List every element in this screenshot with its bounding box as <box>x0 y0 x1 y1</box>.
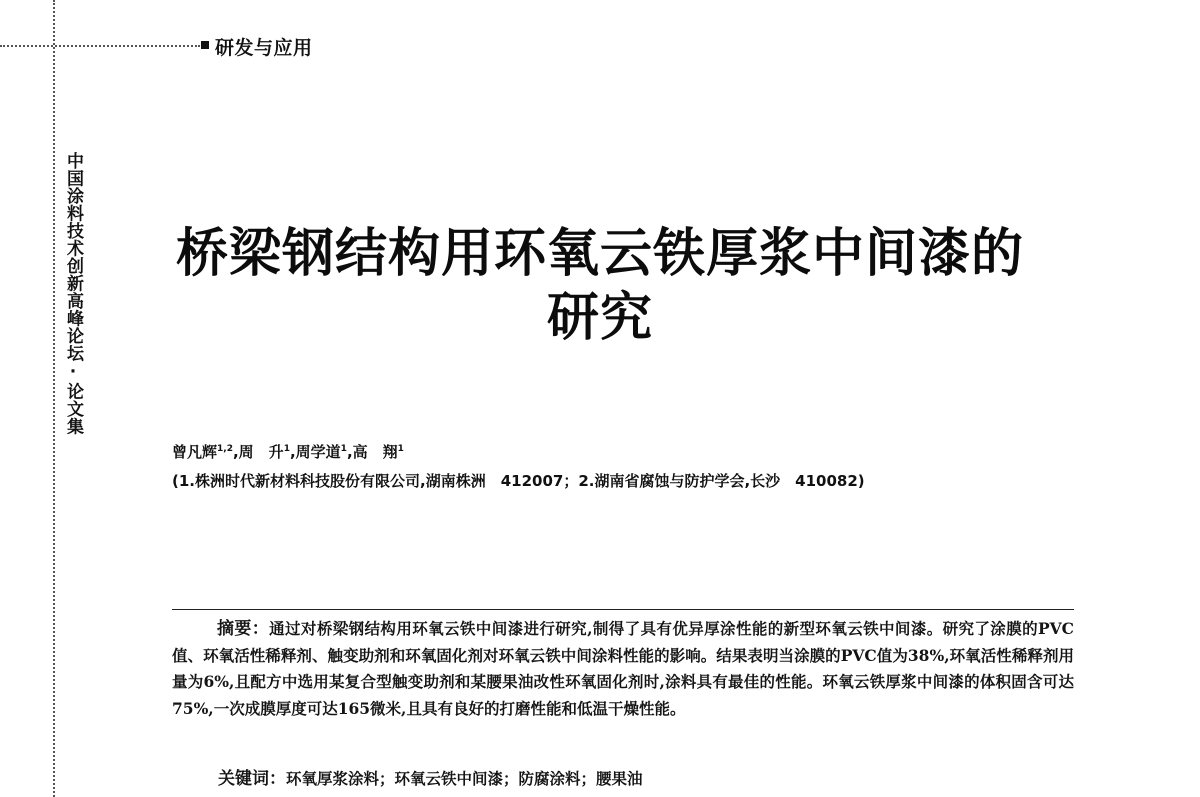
author-name: 周学道 <box>295 443 341 461</box>
title-line-1: 桥梁钢结构用环氧云铁厚浆中间漆的 <box>175 223 1024 284</box>
author-separator: , <box>289 443 296 461</box>
abstract-rule <box>172 609 1074 610</box>
abstract <box>172 616 1074 722</box>
author-affiliation-mark: 1 <box>283 444 290 454</box>
author-list <box>172 441 404 462</box>
section-label: 研发与应用 <box>215 37 313 59</box>
author-affiliation-mark: 1 <box>340 444 347 454</box>
header-dotted-rule <box>0 45 200 47</box>
keywords <box>218 764 643 789</box>
author-separator: , <box>346 443 353 461</box>
title-line-2: 研究 <box>546 287 653 348</box>
keywords-text: 环氧厚浆涂料；环氧云铁中间漆；防腐涂料；腰果油 <box>286 769 643 788</box>
article-title <box>150 222 1050 350</box>
author-name: 高 翔 <box>352 443 398 461</box>
section-bullet-icon <box>201 41 209 49</box>
author-name: 周 升 <box>238 443 284 461</box>
sidebar-journal-label: 中国涂料技术创新高峰论坛·论文集 <box>63 152 83 435</box>
author-affiliation-mark: 1,2 <box>217 444 233 454</box>
abstract-text: 通过对桥梁钢结构用环氧云铁中间漆进行研究,制得了具有优异厚涂性能的新型环氧云铁中间漆。研究了涂膜的PVC值、环氧活性稀释剂、触变助剂和环氧固化剂对环氧云铁中间涂料性能的影响。结果表明当涂膜的PVC值为38%,环氧活性稀释剂用量为6%,且配方中选用某复合型触变助剂和某腰果油改性环氧固化剂时,涂料具有最佳的性能。环氧云铁厚浆中间漆的体积固含可达75%,一次成膜厚度可达165微米,且具有良好的打磨性能和低温干燥性能。 <box>172 619 1075 718</box>
abstract-label: 摘要： <box>216 619 270 639</box>
author-name: 曾凡辉 <box>172 443 218 461</box>
author-separator: , <box>232 443 239 461</box>
affiliation: (1.株洲时代新材料科技股份有限公司,湖南株洲 412007；2.湖南省腐蚀与防护学会,长沙 410082) <box>172 472 865 490</box>
author-affiliation-mark: 1 <box>397 444 404 454</box>
keywords-label: 关键词： <box>218 769 286 789</box>
margin-dotted-rule <box>53 0 55 797</box>
